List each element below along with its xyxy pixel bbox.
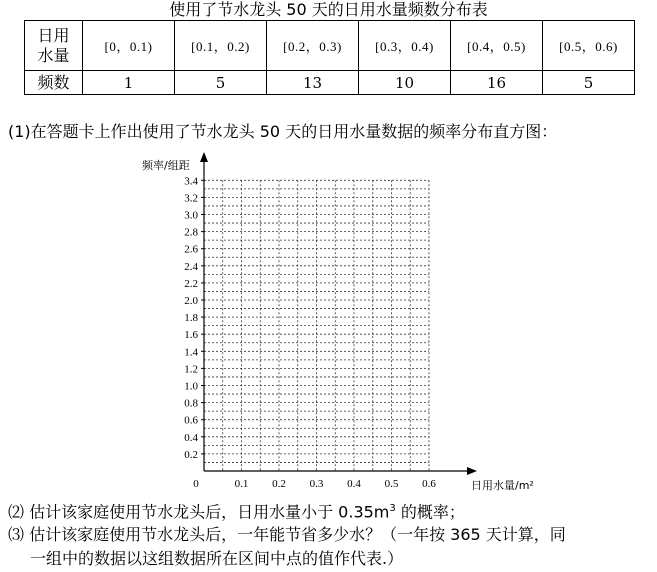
y-tick-label: 0.4	[184, 431, 198, 444]
count-cell: 13	[267, 71, 359, 95]
y-tick-label: 2.4	[184, 260, 198, 273]
x-axis-arrow	[467, 467, 477, 475]
row-label-water-amount	[25, 21, 83, 71]
count-cell: 1	[83, 71, 175, 95]
table-title: 使用了节水龙头 50 天的日用水量频数分布表	[169, 0, 488, 19]
y-tick-label: 0.6	[184, 414, 198, 427]
y-tick-label: 2.6	[184, 243, 198, 256]
interval-cell: [0.4，0.5)	[451, 21, 543, 71]
question-1: (1)在答题卡上作出使用了节水龙头 50 天的日用水量数据的频率分布直方图：	[8, 122, 558, 141]
row-label-frequency: 频数	[25, 71, 83, 95]
question-3-line-1: ⑶ 估计该家庭使用节水龙头后，一年能节省多少水？（一年按 365 天计算，同	[8, 525, 566, 544]
interval-cell: [0.2，0.3)	[267, 21, 359, 71]
interval-cell: [0.5，0.6)	[543, 21, 635, 71]
question-2-superscript: 3	[389, 503, 396, 514]
y-tick-label: 3.0	[184, 209, 198, 222]
question-2-text: ⑵ 估计该家庭使用节水龙头后，日用水量小于 0.35m	[8, 502, 390, 522]
y-tick-label: 1.4	[184, 346, 198, 359]
interval-cell: [0，0.1)	[83, 21, 175, 71]
interval-cell: [0.1，0.2)	[175, 21, 267, 71]
y-tick-label: 2.2	[184, 277, 198, 290]
y-tick-label: 1.2	[184, 363, 198, 376]
y-tick-label: 0.2	[184, 448, 198, 461]
y-tick-label: 1.0	[184, 380, 198, 393]
y-axis-label: 频率/组距	[142, 159, 190, 172]
count-cell: 5	[543, 71, 635, 95]
y-tick-label: 2.8	[184, 226, 198, 239]
count-cell: 5	[175, 71, 267, 95]
interval-cell: [0.3，0.4)	[359, 21, 451, 71]
x-tick-label: 0.3	[309, 478, 324, 490]
question-3-line-2: 一组中的数据以这组数据所在区间中点的值作代表.）	[30, 549, 404, 568]
x-tick-label: 0.6	[422, 478, 436, 490]
frequency-table	[24, 20, 635, 95]
y-tick-label: 3.2	[184, 192, 198, 205]
row-label-water-amount-text: 日用 水量	[37, 25, 70, 65]
y-tick-label: 2.0	[184, 295, 198, 307]
y-axis-arrow	[200, 152, 208, 162]
origin-label: 0	[193, 478, 199, 490]
question-2	[8, 497, 653, 524]
x-tick-label: 0.5	[384, 478, 399, 490]
histogram-grid	[0, 150, 657, 495]
x-axis-label: 日用水量/m²	[471, 479, 534, 492]
x-tick-label: 0.2	[272, 478, 286, 490]
y-tick-label: 1.6	[184, 329, 198, 342]
y-tick-label: 0.8	[184, 397, 198, 410]
y-tick-label: 1.8	[184, 312, 198, 325]
x-tick-label: 0.4	[347, 478, 361, 490]
count-cell: 16	[451, 71, 543, 95]
question-2-suffix: 的概率；	[395, 502, 465, 522]
x-tick-label: 0.1	[234, 478, 249, 490]
count-cell: 10	[359, 71, 451, 95]
y-tick-label: 3.4	[184, 175, 198, 188]
